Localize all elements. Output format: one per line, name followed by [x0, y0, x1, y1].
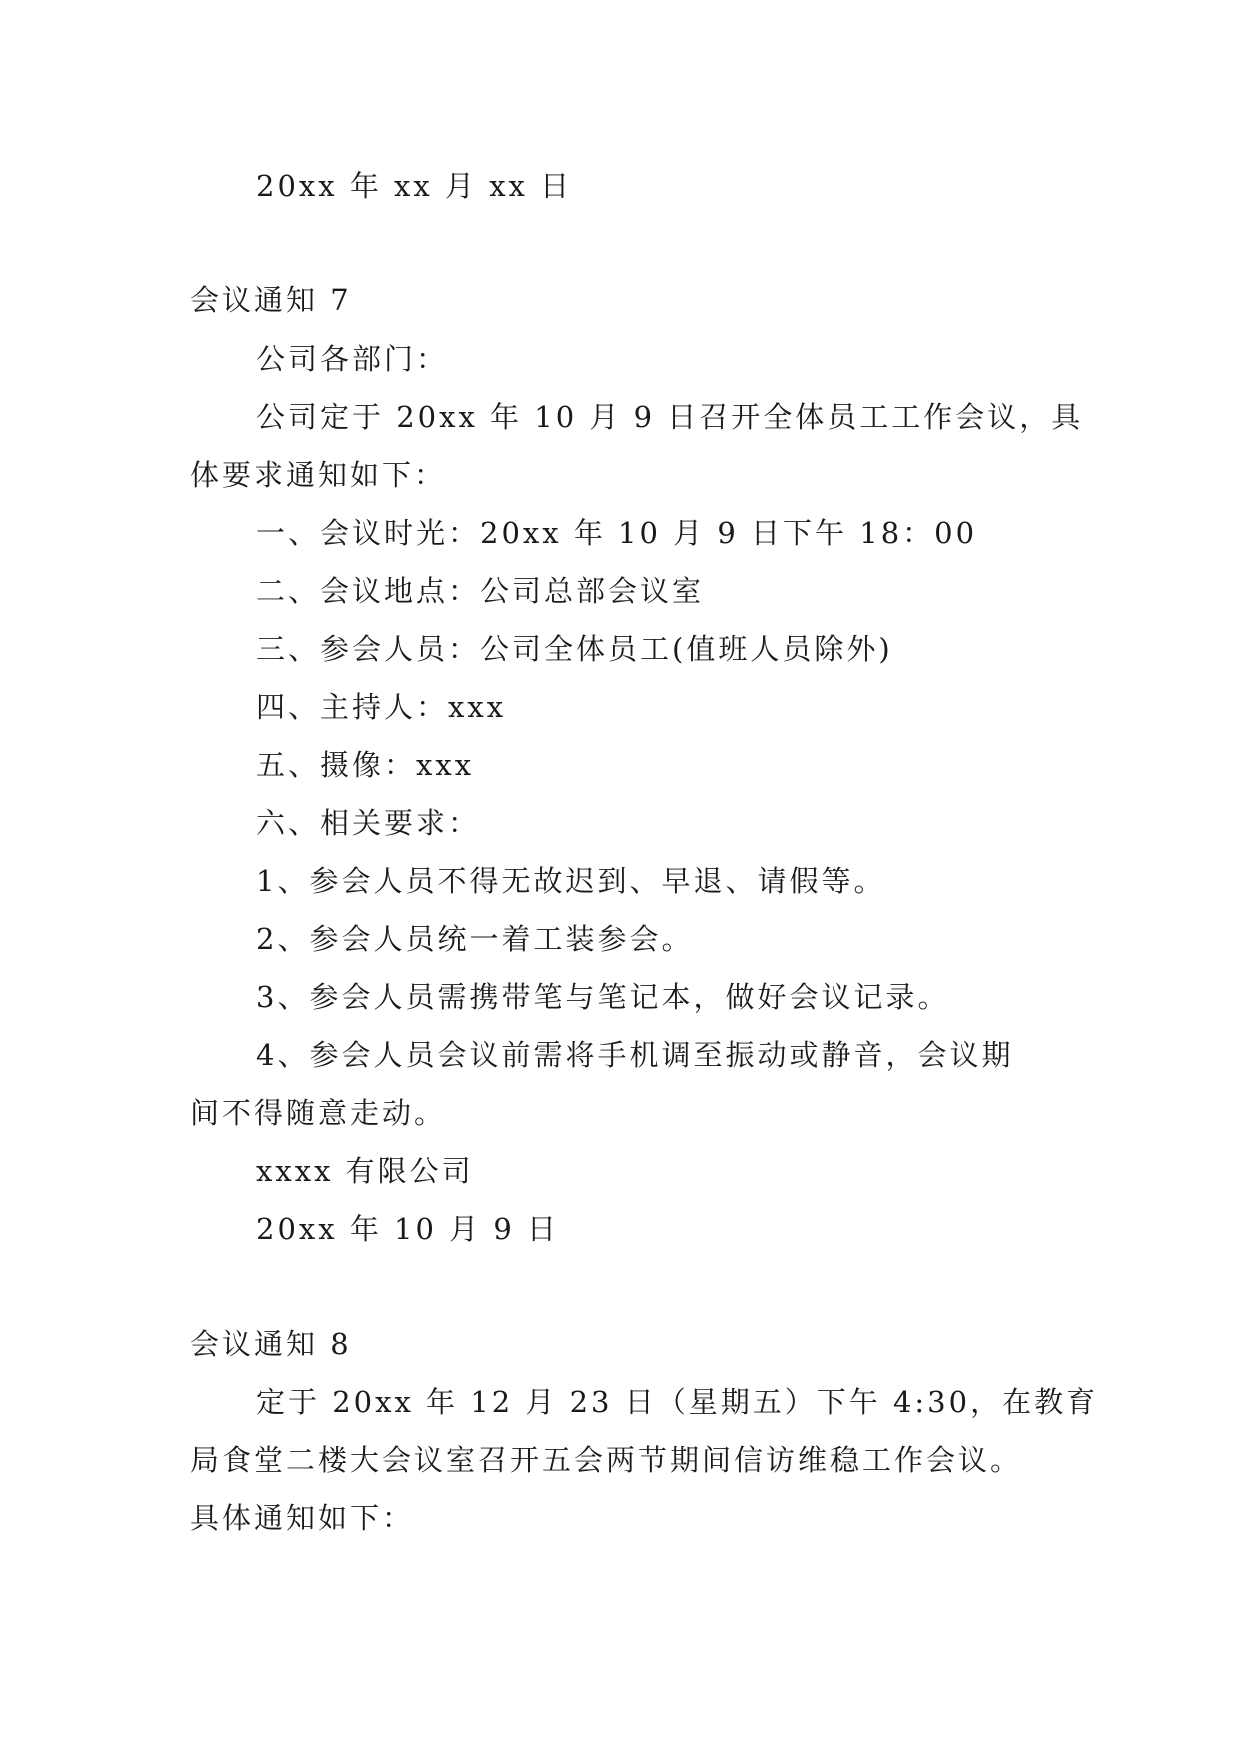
notice-7-requirement: 3、参会人员需携带笔与笔记本，做好会议记录。 — [256, 980, 950, 1014]
notice-7-requirement: 4、参会人员会议前需将手机调至振动或静音，会议期 — [256, 1038, 1014, 1072]
notice-7-date: 20xx 年 10 月 9 日 — [256, 1212, 560, 1246]
notice-7-requirement: 1、参会人员不得无故迟到、早退、请假等。 — [256, 864, 886, 898]
notice-7-item: 四、主持人：xxx — [256, 690, 507, 724]
notice-8-body-line-3: 具体通知如下： — [190, 1501, 415, 1535]
notice-7-signature: xxxx 有限公司 — [256, 1154, 474, 1188]
notice-7-intro-line-1: 公司定于 20xx 年 10 月 9 日召开全体员工工作会议，具 — [256, 400, 1084, 434]
notice-7-heading: 会议通知 7 — [190, 283, 352, 317]
notice-8-body-line-2: 局食堂二楼大会议室召开五会两节期间信访维稳工作会议。 — [190, 1443, 1023, 1477]
notice-7-item: 一、会议时光：20xx 年 10 月 9 日下午 18：00 — [256, 516, 978, 550]
notice-7-item: 三、参会人员：公司全体员工(值班人员除外) — [256, 632, 893, 666]
notice-8-body-line-1: 定于 20xx 年 12 月 23 日（星期五）下午 4:30，在教育 — [256, 1385, 1099, 1419]
notice-7-requirement: 2、参会人员统一着工装参会。 — [256, 922, 694, 956]
notice-7-item: 二、会议地点：公司总部会议室 — [256, 574, 705, 608]
notice-7-requirement-continuation: 间不得随意走动。 — [190, 1096, 447, 1130]
notice-7-intro-line-2: 体要求通知如下： — [190, 458, 447, 492]
notice-7-item: 五、摄像：xxx — [256, 748, 475, 782]
notice-7-salutation: 公司各部门： — [256, 342, 449, 376]
previous-notice-date: 20xx 年 xx 月 xx 日 — [256, 169, 573, 203]
notice-8-heading: 会议通知 8 — [190, 1327, 352, 1361]
notice-7-item: 六、相关要求： — [256, 806, 481, 840]
